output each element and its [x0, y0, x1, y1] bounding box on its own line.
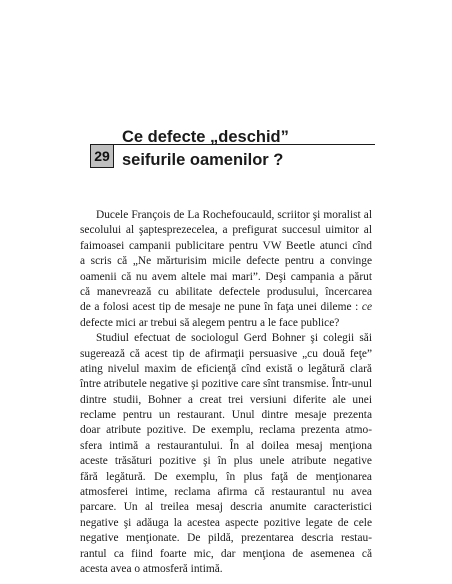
text-line: atmosferei intime, reclama afirma că restaurantul nu avea [80, 486, 372, 499]
text-line: defecte mici ar trebui să alegem pentru a le face publice? [80, 316, 340, 329]
text-line: ating nivelul maxim de eficienţă cînd există o legătură clară [80, 362, 372, 375]
text-line: negative menţionate. De pildă, prezentarea descria restau- [80, 532, 372, 545]
chapter-title-line-1: Ce defecte „deschid” [122, 128, 289, 146]
text-line: aceste trăsături pozitive şi în plus unele atribute negative [80, 455, 372, 468]
text-line: fără legătură. De exemplu, în plus faţă de menţionarea [80, 470, 372, 483]
text-line: rantul ca fiind foarte mic, dar menţiona de asemenea că [80, 547, 372, 560]
text-line: secolului al şaptesprezecelea, a prefigurat succesul uimitor al [80, 224, 372, 237]
text-line: negative şi adăuga la acestea aspecte pozitive legate de cele [80, 516, 372, 529]
text-line: Ducele François de La Rochefoucauld, scriitor şi moralist al [96, 209, 372, 221]
text-line: oamenii că nu avem altele mai mari”. Deşi campania a părut [80, 270, 372, 283]
paragraph-1 [80, 208, 372, 331]
text-line: parcare. Un al treilea mesaj descria anumite caracteristici [80, 501, 372, 514]
text-line: dintre studii, Bohner a creat trei versiuni diferite ale unei [80, 393, 372, 406]
text-line: că manevrează cu abilitate defectele produsului, încercarea [80, 285, 372, 298]
chapter-number-badge: 29 [90, 144, 114, 168]
text-line: Studiul efectuat de sociologul Gerd Bohner şi colegii săi [96, 332, 372, 345]
body-text [80, 208, 372, 577]
chapter-header [90, 126, 375, 176]
text-line: sfera intimă a restaurantului. În al doilea mesaj menţiona [80, 439, 372, 452]
text-line: acesta avea o atmosferă intimă. [80, 562, 223, 575]
text-line: sugerează că acest tip de afirmaţii persuasive „cu două feţe” [80, 347, 372, 360]
chapter-title [122, 126, 289, 172]
text-line: între atributele negative şi pozitive care sînt transmise. Într-unul [80, 378, 372, 391]
chapter-title-line-2: seifurile oamenilor ? [122, 151, 284, 169]
text-line: doar atribute pozitive. De exemplu, reclama prezenta atmo- [80, 424, 372, 437]
paragraph-2 [80, 331, 372, 577]
text-line: reclame pentru un restaurant. Unul dintre mesaje prezenta [80, 409, 372, 422]
text-line: faimoasei campanii publicitare pentru VW Beetle atunci cînd [80, 239, 372, 252]
text-line: a scris că „Ne mărturisim micile defecte pentru a convinge [80, 255, 372, 268]
italic-word: ce [361, 301, 373, 314]
text-line-with-italic [80, 300, 372, 315]
text-line-main: de a folosi acest tip de mesaje ne pune în faţa unei dileme : [80, 301, 359, 314]
